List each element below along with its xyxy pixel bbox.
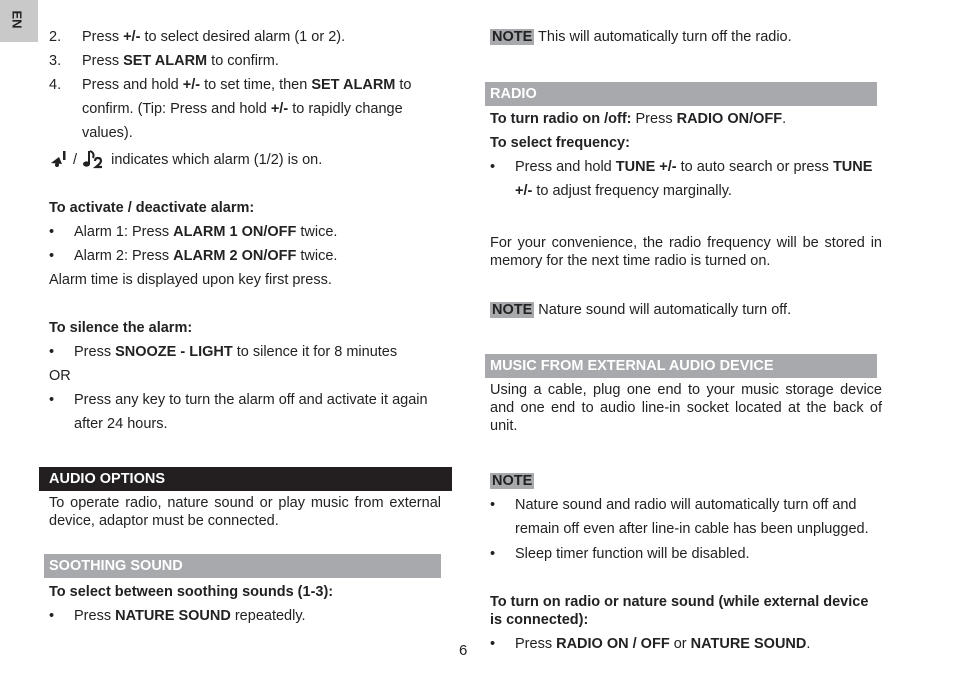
radio-on-off-line: To turn radio on /off: Press RADIO ON/OFF. <box>490 111 787 127</box>
music-external-heading: MUSIC FROM EXTERNAL AUDIO DEVICE <box>485 354 877 378</box>
alarm-bell-icon <box>49 149 69 171</box>
language-tab <box>0 0 38 42</box>
note-radio-off: NOTE This will automatically turn off the radio. <box>492 29 792 45</box>
page-number: 6 <box>459 642 468 659</box>
note-external-item-2: • Sleep timer function will be disabled. <box>490 546 750 562</box>
right-column <box>490 25 882 656</box>
turn-on-title: To turn on radio or nature sound (while external device is connected): <box>490 594 869 628</box>
music-external-text: Using a cable, plug one end to your music storage device and one end to audio line-in socket located at the back of unit. <box>490 382 882 434</box>
alarm-time-note: Alarm time is displayed upon key first press. <box>49 272 332 288</box>
soothing-sound-heading: SOOTHING SOUND <box>44 554 441 578</box>
silence-item-2: • Press any key to turn the alarm off and activate it again after 24 hours. <box>49 392 428 432</box>
audio-options-heading: AUDIO OPTIONS <box>39 467 452 491</box>
frequency-title: To select frequency: <box>490 135 630 151</box>
alarm-indicator-text: indicates which alarm (1/2) is on. <box>111 152 323 168</box>
alarm-indicator-line <box>49 148 441 172</box>
activate-alarm-title: To activate / deactivate alarm: <box>49 200 255 216</box>
note-external-item-1: • Nature sound and radio will automatically turn off and remain off even after line-in cable has been unplugged. <box>490 497 869 537</box>
turn-on-item: • Press RADIO ON / OFF or NATURE SOUND. <box>490 636 811 652</box>
activate-item-1: • Alarm 1: Press ALARM 1 ON/OFF twice. <box>49 224 338 240</box>
note-external-title: NOTE <box>492 473 533 489</box>
step-3: 3. Press SET ALARM to confirm. <box>49 53 279 69</box>
step-4: 4. Press and hold +/- to set time, then SET ALARM to confirm. (Tip: Press and hold +/- to rapidly change values). <box>49 77 412 141</box>
radio-heading: RADIO <box>485 82 877 106</box>
note-nature-off: NOTE Nature sound will automatically turn off. <box>492 302 792 318</box>
activate-item-2: • Alarm 2: Press ALARM 2 ON/OFF twice. <box>49 248 338 264</box>
alarm-icon-separator: / <box>73 152 78 168</box>
left-column <box>49 25 441 628</box>
language-tab-label: EN <box>9 10 25 29</box>
music-note-alarm-icon <box>81 149 105 171</box>
memory-text: For your convenience, the radio frequency will be stored in memory for the next time radio is turned on. <box>490 235 882 269</box>
soothing-title: To select between soothing sounds (1-3): <box>49 584 334 600</box>
step-2: 2. Press +/- to select desired alarm (1 or 2). <box>49 29 346 45</box>
silence-item-1: • Press SNOOZE - LIGHT to silence it for 8 minutes <box>49 344 398 360</box>
frequency-item: • Press and hold TUNE +/- to auto search or press TUNE +/- to adjust frequency marginally. <box>490 159 873 199</box>
audio-options-text: To operate radio, nature sound or play music from external device, adaptor must be connected. <box>49 495 441 529</box>
soothing-item: • Press NATURE SOUND repeatedly. <box>49 608 306 624</box>
or-text: OR <box>49 368 71 384</box>
silence-alarm-title: To silence the alarm: <box>49 320 193 336</box>
